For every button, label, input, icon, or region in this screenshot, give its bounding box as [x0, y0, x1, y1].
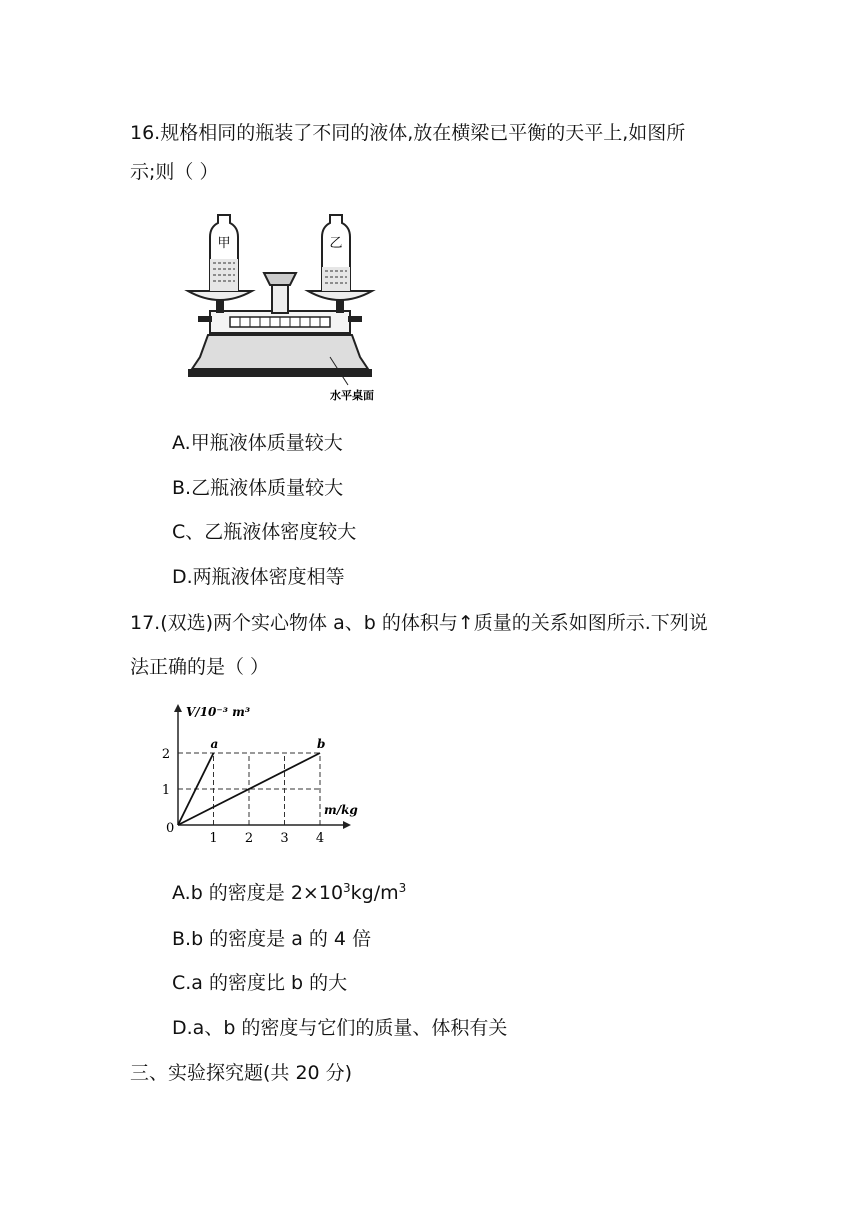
y-axis-label: V/10⁻³ m³ [186, 705, 251, 719]
question-17-stem-line1: 17.(双选)两个实心物体 a、b 的体积与↑质量的关系如图所示.下列说 [130, 612, 708, 634]
question-17-stem-line2: 法正确的是（ ） [130, 656, 270, 678]
table-surface-label: 水平桌面 [330, 389, 374, 402]
q17-option-a [172, 881, 406, 905]
bottle-label-jia: 甲 [217, 236, 231, 251]
volume-mass-graph [158, 700, 363, 860]
section-3-title: 三、实验探究题(共 20 分) [130, 1062, 353, 1084]
question-16-stem-line2: 示;则（ ） [130, 161, 219, 183]
x-tick-label: 1 [209, 831, 218, 846]
bottle-label-yi: 乙 [329, 236, 343, 251]
q17-option-a-text: A.b 的密度是 2×10 [172, 882, 344, 904]
q17-option-b: B.b 的密度是 a 的 4 倍 [172, 928, 372, 950]
q16-option-b: B.乙瓶液体质量较大 [172, 477, 344, 499]
x-tick-label: 4 [315, 831, 325, 846]
series-line-a [178, 753, 214, 825]
series-label-a: a [210, 737, 219, 751]
q16-option-d: D.两瓶液体密度相等 [172, 566, 345, 588]
q17-option-a-unit: kg/m [350, 882, 399, 904]
y-tick-label: 1 [161, 783, 171, 798]
q16-option-a: A.甲瓶液体质量较大 [172, 432, 343, 454]
q17-option-a-exponent1: 3 [343, 881, 351, 895]
x-axis-label: m/kg [324, 803, 358, 817]
y-tick-label: 2 [161, 747, 171, 762]
series-label-b: b [317, 737, 326, 751]
x-tick-label: 3 [280, 831, 289, 846]
q17-option-a-exponent2: 3 [398, 881, 407, 895]
x-tick-label: 2 [244, 831, 254, 846]
balance-scale-figure [180, 207, 380, 407]
origin-label: 0 [166, 821, 175, 836]
q16-option-c: C、乙瓶液体密度较大 [172, 521, 357, 543]
q17-option-d: D.a、b 的密度与它们的质量、体积有关 [172, 1017, 508, 1039]
question-16-stem-line1: 16.规格相同的瓶装了不同的液体,放在横梁已平衡的天平上,如图所 [130, 122, 686, 144]
q17-option-c: C.a 的密度比 b 的大 [172, 972, 348, 994]
